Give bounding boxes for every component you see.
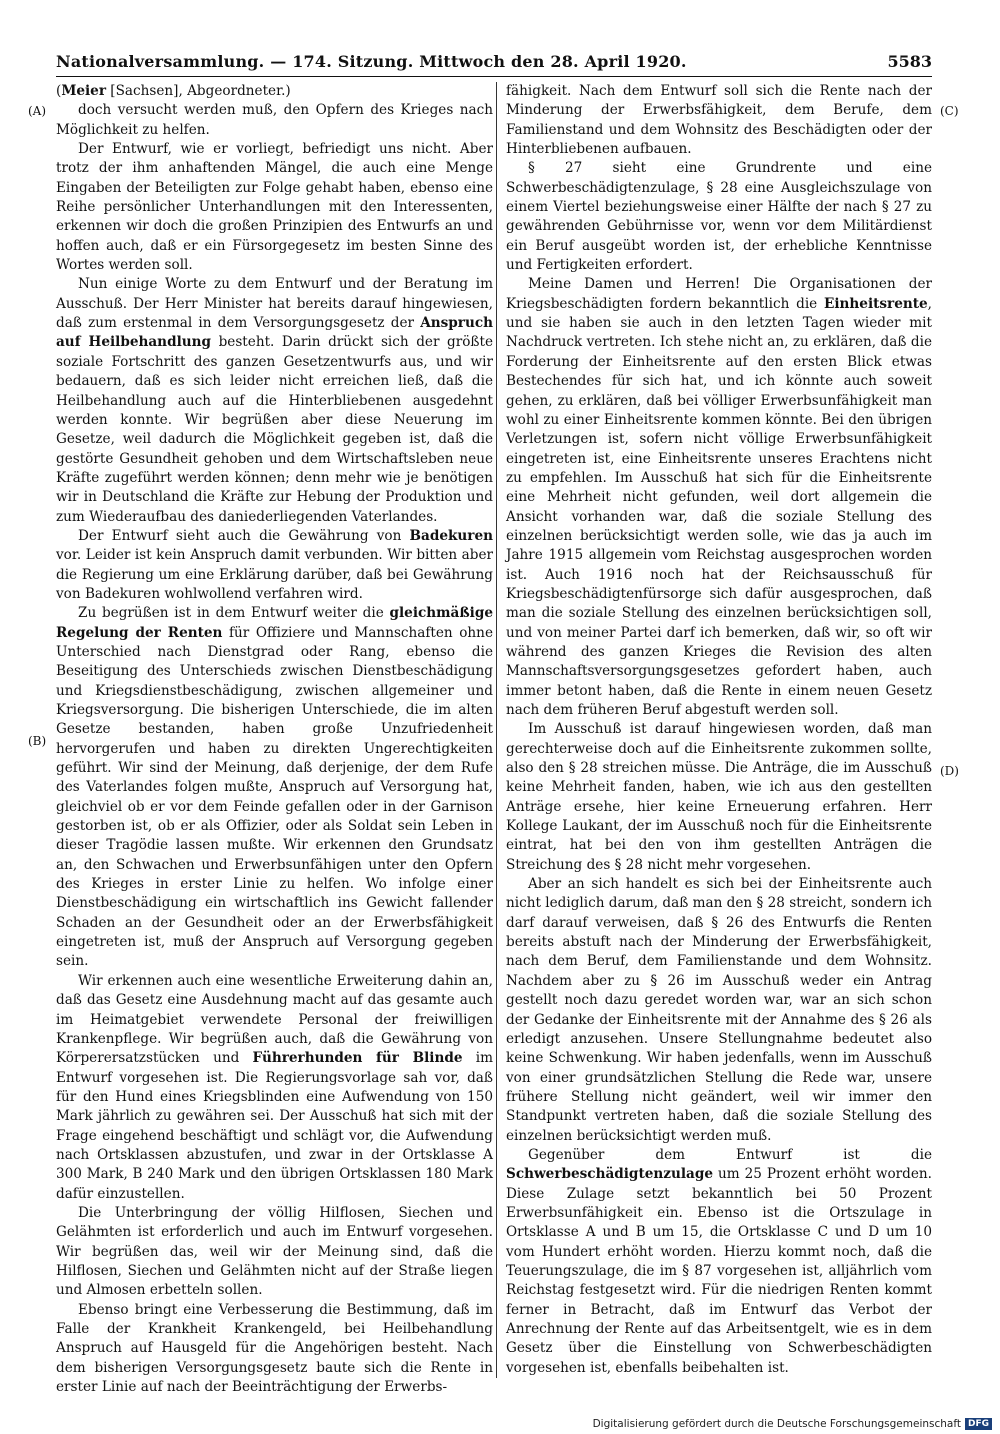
text-run: Ebenso bringt eine Verbesserung die Bestimmung, daß im Falle der Krankheit Krankengeld, bei Heilbehandlung Anspruch auf Hausgeld für die Angehörigen besteht. Nach dem bisherigen Versorgungsgesetz baute sich die Rente in erster Linie auf nach der Beeinträchtigung der Erwerbs- (56, 1301, 493, 1396)
paragraph (56, 1204, 493, 1301)
paragraph (506, 875, 932, 1146)
column-divider (496, 82, 497, 1378)
margin-marker-b: (B) (28, 734, 47, 748)
text-run: Die Unterbringung der völlig Hilflosen, Siechen und Gelähmten ist erforderlich und auch im Entwurf vorgesehen. Wir begrüßen das, weil wir der Meinung sind, daß die Hilflosen, Siechen und Gelähmten nicht auf der Straße liegen und Almosen erbetteln sollen. (56, 1204, 493, 1299)
paragraph (56, 527, 493, 604)
paragraph (56, 275, 493, 526)
paragraph (506, 159, 932, 275)
emphasis-text: Schwerbeschädigtenzulage (506, 1166, 713, 1183)
page-header (56, 52, 932, 74)
emphasis-text: Einheitsrente (824, 295, 928, 312)
text-run: Der Entwurf sieht auch die Gewährung von (78, 527, 410, 544)
margin-marker-a: (A) (28, 104, 47, 118)
text-run: § 27 sieht eine Grundrente und eine Schwerbeschädigtenzulage, § 28 eine Ausgleichszulage von einem Viertel beziehungsweise einer Hälfte der nach § 27 zu gewährenden Gebührnisse vor, wenn vor dem Militärdienst ein Beruf ausgeübt worden ist, der erhebliche Kenntnisse und Fertigkeiten erfordert. (506, 160, 932, 274)
text-run: Aber an sich handelt es sich bei der Einheitsrente auch nicht lediglich darum, daß man den § 28 streicht, sondern ich darf darauf verweisen, daß § 26 des Entwurfs die Renten bereits abstuft nach der Minderung der Erwerbsfähigkeit, nach dem Beruf, dem Familienstande und dem Wohnsitz. Nachdem aber zu § 26 im Ausschuß weder ein Antrag gestellt noch dazu geredet worden war, war an sich schon der Gedanke der Einheitsrente mit der Annahme des § 26 als erledigt anzusehen. Unsere Stellungnahme bedeutet also keine Schwenkung. Wir haben jedenfalls, wenn im Ausschuß von einer grundsätzlichen Stellung die Rede war, unsere frühere Stellung nicht geändert, weil wir immer den Standpunkt vertreten haben, daß die soziale Stellung des einzelnen berücksichtigt werden muß. (506, 876, 932, 1144)
text-run: fähigkeit. Nach dem Entwurf soll sich die Rente nach der Minderung der Erwerbsfähigkeit, dem Berufe, dem Familienstand und dem Wohnsitz des Beschädigten oder der Hinterbliebenen aufbauen. (506, 83, 932, 158)
text-run: Im Ausschuß ist darauf hingewiesen worden, daß man gerechterweise doch auf die Einheitsrente zukommen sollte, also den § 28 streichen müsse. Die Anträge, die im Ausschuß keine Mehrheit fanden, haben, wie ich aus den gestellten Anträge ersehe, hier keine Erneuerung erfahren. Herr Kollege Laukant, der im Ausschuß noch für die Einheitsrente eintrat, hat bei den von ihm gestellten Anträgen die Streichung des § 28 nicht mehr vorgesehen. (506, 721, 932, 873)
text-run: Gegenüber dem Entwurf ist die (528, 1146, 932, 1163)
header-title: Nationalversammlung. — 174. Sitzung. Mittwoch den 28. April 1920. (56, 52, 687, 71)
page-number: 5583 (887, 52, 932, 71)
left-column (56, 82, 493, 1397)
text-run: , und sie haben sie auch in den letzten Tagen wieder mit Nachdruck vertreten. Ich stehe nicht an, zu erklären, daß die Forderung der Einheitsrente auf den ersten Blick etwas Bestechendes für sich hat, und ich könnte auch soweit gehen, zu erklären, daß bei völliger Erwerbsunfähigkeit man wohl zu einer Einheitsrente kommen könnte. Bei den übrigen Verletzungen ist, sofern nicht völlige Erwerbsunfähigkeit eingetreten ist, eine Einheitsrente unseres Erachtens nicht zu empfehlen. Im Ausschuß hat sich für die Einheitsrente eine Mehrheit nicht gefunden, weil dort allgemein die Ansicht vorhanden war, daß die soziale Stellung des einzelnen berücksichtigt werden solle, wie das ja auch im Jahre 1915 allgemein vom Reichstag ausgesprochen worden ist. Auch 1916 noch hat der Reichsausschuß für Kriegsbeschädigtenfürsorge sich dafür ausgesprochen, daß man die soziale Stellung des einzelnen berücksichtigen soll, und von meiner Partei darf ich bemerken, daß wir, so oft wir während des ganzen Krieges die Revision des alten Mannschaftsversorgungsgesetzes gefordert haben, auch immer betont haben, daß die Rente in einem neuen Gesetz nach dem früheren Beruf abgestuft werden soll. (506, 295, 932, 718)
speaker-suffix: [Sachsen], Abgeordneter.) (105, 83, 291, 99)
paragraph (506, 1146, 932, 1378)
paragraph (506, 82, 932, 159)
text-run: Meine Damen und Herren! Die Organisationen der Kriegsbeschädigten fordern bekanntlich die (506, 276, 932, 312)
text-run: Zu begrüßen ist in dem Entwurf weiter die (78, 605, 390, 622)
paragraph (56, 604, 493, 972)
right-column (506, 82, 932, 1378)
paragraph (506, 275, 932, 720)
emphasis-text: Badekuren (409, 527, 493, 544)
text-run: vor. Leider ist kein Anspruch damit verbunden. Wir bitten aber die Regierung um eine Erklärung darüber, daß bei Gewährung von Badekuren wohlwollend verfahren wird. (56, 547, 493, 602)
paragraph (56, 1301, 493, 1398)
header-rule (56, 76, 932, 77)
footer-credit: Digitalisierung gefördert durch die Deutsche Forschungsgemeinschaft (592, 1418, 961, 1430)
emphasis-text: gleichmäßige Regelung der Renten (56, 605, 493, 641)
emphasis-text: Anspruch auf Heilbehandlung (56, 315, 493, 351)
paragraph (56, 140, 493, 275)
dfg-logo: DFG (965, 1418, 992, 1430)
margin-marker-c: (C) (940, 104, 959, 118)
text-run: im Entwurf vorgesehen ist. Die Regierungsvorlage sah vor, daß für den Hund eines Kriegsblinden eine Aufwendung von 150 Mark jährlich zu gewähren sei. Der Ausschuß hat sich mit der Frage eingehend beschäftigt und schlägt vor, die Aufwendung nach Ortsklassen abzustufen, und zwar in der Ortsklasse A 300 Mark, B 240 Mark und den übrigen Ortsklassen 180 Mark dafür einzustellen. (56, 1050, 493, 1202)
speaker-prefix: ( (56, 83, 62, 99)
paragraph (56, 101, 493, 140)
text-run: Der Entwurf, wie er vorliegt, befriedigt uns nicht. Aber trotz der ihm anhaftenden Mängel, die auch eine Menge Eingaben der Beteiligten zur Folge gehabt haben, ebenso eine Reihe persönlicher Unterhandlungen mit den Interessenten, erkennen wir doch die großen Prinzipien des Entwurfs an und hoffen auch, daß er ein Fürsorgegesetz im besten Sinne des Wortes werden soll. (56, 141, 493, 274)
emphasis-text: Führerhunden für Blinde (252, 1050, 463, 1067)
margin-marker-d: (D) (940, 764, 959, 778)
text-run: Nun einige Worte zu dem Entwurf und der Beratung im Ausschuß. Der Herr Minister hat bereits darauf hingewiesen, daß zum erstenmal in dem Versorgungsgesetz der (56, 276, 493, 332)
right-paragraphs (506, 82, 932, 1378)
paragraph (506, 720, 932, 875)
footer (593, 1418, 992, 1430)
text-run: für Offiziere und Mannschaften ohne Unterschied nach Dienstgrad oder Rang, ebenso die Beseitigung des Unterschieds zwischen Dienstbeschädigung und Kriegsdienstbeschädigung, zwischen allgemeiner und Kriegsversorgung. Die bisherigen Unterschiede, die im alten Gesetze bestanden, haben große Unzufriedenheit hervorgerufen und haben zu direkten Ungerechtigkeiten geführt. Wir sind der Meinung, daß derjenige, der dem Rufe des Vaterlandes folgen mußte, Anspruch auf Versorgung hat, gleichviel ob er vor dem Feinde gefallen oder in der Garnison gestorben ist, ob er als Offizier, oder als Soldat sein Leben in dieser Tragödie lassen mußte. Wir erkennen den Grundsatz an, den Schwachen und Erwerbsunfähigen unter den Opfern des Krieges in erster Linie zu helfen. Wo infolge einer Dienstbeschädigung ein wirtschaftlich ins Gewicht fallender Schaden an der Gesundheit oder an der Erwerbsfähigkeit eingetreten ist, muß der Anspruch auf Versorgung gegeben sein. (56, 624, 493, 970)
paragraph (56, 972, 493, 1204)
speaker-attribution (56, 82, 493, 101)
speaker-name: Meier (61, 83, 106, 99)
left-paragraphs (56, 101, 493, 1397)
text-run: Wir erkennen auch eine wesentliche Erweiterung dahin an, daß das Gesetz eine Ausdehnung macht auf das gesamte auch im Heimatgebiet verwendete Personal der freiwilligen Krankenpflege. Wir begrüßen auch, daß die Gewährung von Körperersatzstücken und (56, 972, 493, 1067)
text-run: doch versucht werden muß, den Opfern des Krieges nach Möglichkeit zu helfen. (56, 102, 493, 138)
text-run: um 25 Prozent erhöht worden. Diese Zulage setzt bekanntlich bei 50 Prozent Erwerbsunfähigkeit ein. Ebenso ist die Ortszulage in Ortsklasse A und B um 15, die Ortsklasse C und D um 10 vom Hundert erhöht worden. Hierzu kommt noch, daß die Teuerungszulage, die im § 87 vorgesehen ist, alljährlich vom Reichstag festgesetzt wird. Für die niedrigen Renten kommt ferner in Betracht, daß im Entwurf das Verbot der Anrechnung der Rente auf das Arbeitsentgelt, wie es in dem Gesetz über die Einstellung von Schwerbeschädigten vorgesehen ist, ebenfalls beibehalten ist. (506, 1166, 932, 1376)
text-run: besteht. Darin drückt sich der größte soziale Fortschritt des ganzen Gesetzentwurfs aus, und wir bedauern, daß es sich leider nicht erreichen ließ, daß die Heilbehandlung auch auf die Hinterbliebenen ausgedehnt werden konnte. Wir begrüßen aber diese Neuerung im Gesetze, weil dadurch die Möglichkeit gegeben ist, daß die gestörte Gesundheit gehoben und dem Wirtschaftsleben neue Kräfte zugeführt werden können; denn mehr wie je benötigen wir in Deutschland die Kräfte zur Hebung der Produktion und zum Wiederaufbau des daniederliegenden Vaterlandes. (56, 334, 493, 525)
